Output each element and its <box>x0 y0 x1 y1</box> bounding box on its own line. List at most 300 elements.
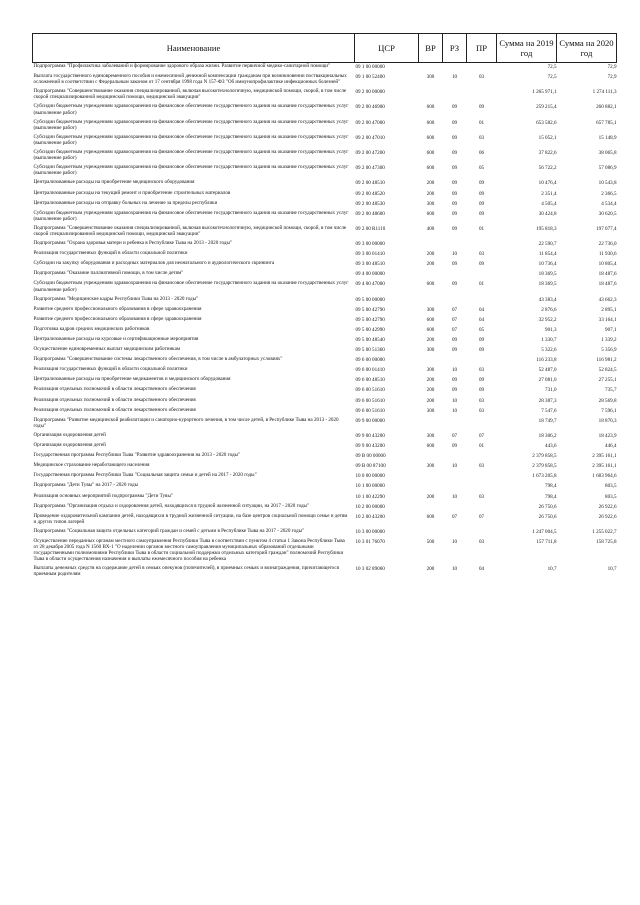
cell-sum-2019: 26 750,6 <box>538 503 557 510</box>
table-row <box>33 407 617 417</box>
cell-pr: 01 <box>478 119 485 126</box>
cell-name: Подпрограмма "Совершенствование системы лекарственного обеспечения, в том числе в амбулаторных условиях" <box>33 356 283 363</box>
cell-csr: 10 3 00 00000 <box>355 528 385 535</box>
cell-csr: 10 1 00 00000 <box>355 483 385 490</box>
cell-rz: 10 <box>451 251 458 258</box>
table-row <box>33 366 617 376</box>
cell-name: Подпрограмма "Совершенствование оказания специализированной, включая высокотехнологичную, медицинской помощи, скорой, в том числе скорой специализированной медицинской помощи, медицинской эвакуации" <box>33 224 347 237</box>
cell-vr: 300 <box>426 407 435 414</box>
cell-sum-2020: 907,1 <box>605 326 617 333</box>
cell-sum-2019: 28 387,3 <box>538 397 557 404</box>
table-row <box>33 119 617 134</box>
table-row <box>33 190 617 200</box>
table-row <box>33 565 617 580</box>
cell-pr: 03 <box>478 367 485 374</box>
cell-sum-2019: 72,5 <box>547 64 557 70</box>
cell-vr: 200 <box>426 377 435 384</box>
cell-csr: 09 2 00 48510 <box>355 180 385 187</box>
cell-name: Реализация государственных функций в области социальной политики <box>33 250 188 257</box>
header-sum-2020: Сумма на 2020 год <box>557 34 617 63</box>
cell-csr: 09 4 00 47000 <box>355 281 385 288</box>
cell-rz: 07 <box>451 513 458 520</box>
table-row <box>33 270 617 280</box>
cell-csr: 09 2 00 R1110 <box>355 225 386 232</box>
cell-csr: 09 3 00 00000 <box>355 241 385 248</box>
cell-name: Субсидии бюджетным учреждениям здравоохранения на финансовое обеспечение государственного задания на оказание государственных услуг (выполнение работ) <box>33 164 349 177</box>
cell-rz: 09 <box>451 180 458 187</box>
cell-sum-2020: 30 620,5 <box>598 210 617 217</box>
cell-csr: 09 1 00 52400 <box>355 74 385 81</box>
cell-pr <box>467 356 497 366</box>
cell-csr: 09 6 00 00000 <box>355 357 385 364</box>
cell-sum-2020: 1 274 111,3 <box>592 89 617 96</box>
cell-name: Выплата государственного единовременного пособия и ежемесячной денежной компенсации гражданам при возникновении поствакцинальных осложнений в соответствии с Федеральным законом от 17 сентября 1998 года N 157-ФЗ "Об иммунопрофилактике инфекционных болезней" <box>33 73 347 86</box>
cell-sum-2019: 798,4 <box>545 493 557 500</box>
cell-vr <box>419 472 443 482</box>
cell-name: Субсидии бюджетным учреждениям здравоохранения на финансовое обеспечение государственного задания на оказание государственных услуг (выполнение работ) <box>33 209 349 222</box>
table-row <box>33 472 617 482</box>
cell-vr: 600 <box>426 210 435 217</box>
cell-pr: 03 <box>478 134 485 141</box>
cell-sum-2020: 18 870,3 <box>598 417 617 424</box>
cell-csr: 09 2 00 47000 <box>355 119 385 126</box>
cell-rz <box>443 452 467 462</box>
cell-name: Централизованные расходы на текущий ремонт и приобретение строительных материалов <box>33 189 231 196</box>
cell-sum-2020: 72,9 <box>607 64 617 70</box>
cell-csr: 09 В 00 87100 <box>355 463 386 470</box>
cell-rz <box>443 88 467 103</box>
cell-sum-2020: 18 487,6 <box>598 281 617 288</box>
cell-csr: 10 2 00 43200 <box>355 513 385 520</box>
cell-rz <box>443 240 467 250</box>
cell-vr: 300 <box>426 432 435 439</box>
cell-pr: 09 <box>478 180 485 187</box>
cell-pr: 03 <box>478 463 485 470</box>
cell-csr: 09 5 00 00000 <box>355 296 385 303</box>
cell-vr: 600 <box>426 104 435 111</box>
cell-vr: 200 <box>426 493 435 500</box>
table-row <box>33 346 617 356</box>
cell-name: Осуществление единовременных выплат медицинским работникам <box>33 346 181 353</box>
table-header-row <box>33 34 617 63</box>
cell-csr: 09 6 00 48510 <box>355 377 385 384</box>
cell-vr: 200 <box>426 387 435 394</box>
cell-sum-2019: 2 351,4 <box>541 190 557 197</box>
cell-pr: 09 <box>478 210 485 217</box>
cell-vr: 300 <box>426 200 435 207</box>
cell-sum-2019: 731,0 <box>545 387 557 394</box>
cell-csr: 09 9 00 43200 <box>355 432 385 439</box>
cell-sum-2020: 803,5 <box>605 483 617 490</box>
cell-pr: 03 <box>478 538 485 545</box>
cell-name: Реализация государственных функций в области социальной политики <box>33 366 188 373</box>
table-row <box>33 250 617 260</box>
cell-pr: 01 <box>478 281 485 288</box>
cell-pr <box>467 417 497 432</box>
cell-sum-2019: 1 247 004,5 <box>532 528 557 535</box>
cell-csr: 09 В 00 00000 <box>355 453 386 460</box>
cell-sum-2020: 18 487,6 <box>598 271 617 278</box>
cell-pr <box>467 472 497 482</box>
cell-rz <box>443 63 467 74</box>
cell-rz: 09 <box>451 200 458 207</box>
cell-vr: 400 <box>426 225 435 232</box>
cell-sum-2020: 18 423,9 <box>598 432 617 439</box>
table-row <box>33 528 617 538</box>
cell-name: Субсидии бюджетным учреждениям здравоохранения на финансовое обеспечение государственного задания на оказание государственных услуг (выполнение работ) <box>33 118 349 131</box>
cell-name: Государственная программа Республики Тыва "Развитие здравоохранения на 2013 - 2020 годы" <box>33 452 241 459</box>
cell-name: Субсидии бюджетным учреждениям здравоохранения на финансовое обеспечение государственного задания на оказание государственных услуг (выполнение работ) <box>33 280 349 293</box>
cell-sum-2020: 735,7 <box>605 387 617 394</box>
cell-sum-2020: 2 395 161,1 <box>592 453 617 460</box>
cell-sum-2020: 10 805,4 <box>598 261 617 268</box>
cell-vr: 200 <box>426 251 435 258</box>
cell-name: Подпрограмма "Развитие медицинской реабилитации и санаторно-курортного лечения, в том числе детей, в Республике Тыва на 2013 - 2020 годы" <box>33 416 339 429</box>
cell-sum-2020: 1 339,2 <box>601 337 617 343</box>
cell-name: Реализация основных мероприятий подпрограммы "Дети Тувы" <box>33 492 173 499</box>
cell-vr: 600 <box>426 316 435 323</box>
cell-rz: 09 <box>451 210 458 217</box>
table-row <box>33 103 617 118</box>
cell-rz: 10 <box>451 566 458 573</box>
cell-sum-2019: 195 818,3 <box>536 225 557 232</box>
cell-name: Централизованные расходы на курсовые и сертификационные мероприятия <box>33 336 199 342</box>
cell-sum-2020: 7 596,1 <box>601 407 617 414</box>
cell-rz <box>443 356 467 366</box>
cell-csr: 09 2 00 47200 <box>355 150 385 157</box>
cell-vr: 600 <box>426 326 435 333</box>
cell-name: Централизованные расходы на отправку больных на лечение за пределы республики <box>33 199 218 206</box>
cell-sum-2019: 7 547,6 <box>541 407 557 414</box>
cell-name: Субсидии бюджетным учреждениям здравоохранения на финансовое обеспечение государственного задания на оказание государственных услуг (выполнение работ) <box>33 149 349 162</box>
cell-name: Подпрограмма "Оказание паллиативной помощи, в том числе детям" <box>33 270 184 277</box>
cell-sum-2019: 1 330,7 <box>541 337 557 343</box>
cell-csr: 09 5 00 51360 <box>355 347 385 354</box>
cell-rz: 10 <box>451 407 458 414</box>
cell-name: Медицинское страхование неработающего населения <box>33 462 150 469</box>
cell-pr <box>467 240 497 250</box>
cell-vr <box>419 270 443 280</box>
cell-pr: 07 <box>478 513 485 520</box>
table-row <box>33 306 617 316</box>
table-row <box>33 513 617 528</box>
cell-vr: 600 <box>426 165 435 172</box>
cell-sum-2019: 15 052,1 <box>538 134 557 141</box>
cell-sum-2019: 30 424,8 <box>538 210 557 217</box>
cell-sum-2019: 259 215,4 <box>536 104 557 111</box>
cell-sum-2019: 22 590,7 <box>538 241 557 248</box>
cell-pr: 04 <box>478 566 485 573</box>
cell-sum-2019: 116 233,8 <box>536 357 557 364</box>
cell-name: Подпрограмма "Охрана здоровья матери и ребенка в Республике Тыва на 2013 - 2020 годы" <box>33 240 232 247</box>
cell-csr: 09 2 00 48530 <box>355 200 385 207</box>
cell-rz: 09 <box>451 104 458 111</box>
cell-rz: 09 <box>451 443 458 450</box>
cell-sum-2019: 2 876,6 <box>541 306 557 313</box>
cell-rz <box>443 472 467 482</box>
cell-sum-2020: 197 077,4 <box>596 225 617 232</box>
cell-name: Субсидии бюджетным учреждениям здравоохранения на финансовое обеспечение государственного задания на оказание государственных услуг (выполнение работ) <box>33 103 349 116</box>
cell-name: Централизованные расходы на приобретение медикаментов и медицинского оборудования <box>33 376 231 383</box>
cell-rz: 10 <box>451 538 458 545</box>
table-row <box>33 397 617 407</box>
cell-rz: 09 <box>451 261 458 268</box>
cell-name: Организация оздоровления детей <box>33 431 106 438</box>
cell-rz: 10 <box>451 493 458 500</box>
cell-pr: 09 <box>478 347 485 354</box>
cell-csr: 09 9 00 00000 <box>355 417 385 424</box>
cell-sum-2020: 22 736,0 <box>598 241 617 248</box>
cell-sum-2020: 260 882,1 <box>596 104 617 111</box>
cell-rz <box>443 296 467 306</box>
cell-vr: 200 <box>426 190 435 197</box>
table-body <box>33 63 617 581</box>
table-row <box>33 225 617 240</box>
cell-rz: 07 <box>451 316 458 323</box>
table-row <box>33 200 617 210</box>
cell-pr <box>467 452 497 462</box>
cell-csr: 09 6 00 51610 <box>355 407 385 414</box>
cell-pr: 09 <box>478 387 485 394</box>
cell-csr: 10 2 00 00000 <box>355 503 385 510</box>
cell-sum-2019: 10 476,4 <box>538 180 557 187</box>
table-row <box>33 88 617 103</box>
cell-vr: 300 <box>426 306 435 313</box>
header-rz: РЗ <box>443 34 467 63</box>
cell-csr: 09 5 00 42790 <box>355 316 385 323</box>
cell-rz <box>443 503 467 513</box>
cell-vr <box>419 356 443 366</box>
cell-vr: 300 <box>426 367 435 374</box>
cell-sum-2019: 2 379 858,5 <box>532 463 557 470</box>
cell-sum-2020: 2 395 161,1 <box>592 463 617 470</box>
cell-sum-2020: 803,5 <box>605 493 617 500</box>
cell-sum-2020: 28 569,8 <box>598 397 617 404</box>
cell-csr: 09 2 00 48600 <box>355 210 385 217</box>
cell-rz: 09 <box>451 150 458 157</box>
cell-pr: 09 <box>478 190 485 197</box>
table-row <box>33 280 617 295</box>
cell-vr <box>419 417 443 432</box>
cell-csr: 09 6 00 01410 <box>355 367 385 374</box>
cell-vr: 300 <box>426 463 435 470</box>
cell-sum-2019: 32 952,2 <box>538 316 557 323</box>
cell-sum-2020: 26 922,6 <box>598 503 617 510</box>
cell-csr: 09 2 00 48520 <box>355 190 385 197</box>
cell-rz: 10 <box>451 367 458 374</box>
cell-vr: 600 <box>426 134 435 141</box>
cell-sum-2020: 72,9 <box>607 74 617 81</box>
cell-rz: 07 <box>451 306 458 313</box>
cell-csr: 10 3 01 76070 <box>355 538 385 545</box>
cell-sum-2020: 657 785,1 <box>596 119 617 126</box>
budget-table <box>32 33 617 581</box>
header-name: Наименование <box>33 34 355 63</box>
cell-pr: 05 <box>478 326 485 333</box>
cell-name: Подготовка кадров средних медицинских работников <box>33 325 150 332</box>
cell-csr: 09 5 00 42990 <box>355 326 385 333</box>
cell-rz: 09 <box>451 281 458 288</box>
table-row <box>33 296 617 306</box>
cell-rz: 07 <box>451 432 458 439</box>
cell-pr <box>467 296 497 306</box>
cell-rz: 09 <box>451 347 458 354</box>
table-row <box>33 149 617 164</box>
cell-pr: 01 <box>478 225 485 232</box>
cell-sum-2020: 1 255 022,7 <box>592 528 617 535</box>
cell-sum-2019: 443,6 <box>545 443 557 450</box>
cell-rz <box>443 417 467 432</box>
cell-pr: 05 <box>478 165 485 172</box>
cell-sum-2020: 15 148,9 <box>598 134 617 141</box>
cell-sum-2020: 2 366,5 <box>601 190 617 197</box>
cell-name: Выплаты денежных средств на содержание детей в семьях опекунов (попечителей), в приемных семьях и вознаграждения, причитающегося приемным родителям <box>33 565 339 578</box>
table-row <box>33 240 617 250</box>
table-row <box>33 134 617 149</box>
cell-sum-2020: 158 725,8 <box>596 538 617 545</box>
cell-rz: 09 <box>451 387 458 394</box>
cell-csr: 09 5 00 42790 <box>355 306 385 313</box>
cell-pr: 03 <box>478 493 485 500</box>
cell-vr <box>419 88 443 103</box>
cell-sum-2019: 52 487,0 <box>538 367 557 374</box>
cell-csr: 10 3 02 89060 <box>355 566 385 573</box>
cell-sum-2020: 57 086,9 <box>598 165 617 172</box>
cell-name: Развитие среднего профессионального образования в сфере здравоохранения <box>33 305 202 312</box>
cell-sum-2019: 37 822,6 <box>538 150 557 157</box>
table-row <box>33 164 617 179</box>
cell-vr: 600 <box>426 150 435 157</box>
table-row <box>33 356 617 366</box>
cell-csr: 09 4 00 00000 <box>355 271 385 278</box>
cell-pr: 04 <box>478 316 485 323</box>
cell-sum-2019: 43 383,4 <box>538 296 557 303</box>
cell-name: Осуществление переданных органам местного самоуправления Республики Тыва в соответствии с пунктом 4 статьи 1 Закона Республики Тыва от 28 декабря 2005 года N 1560 ВХ-1 "О наделении органов местного самоуправления муниципальных образований отдельными государственными полномочиями Республики Тыва в области социальной поддержки отдельных категорий граждан" полномочий Республики Тыва в области осуществления назначения и выплаты ежемесячного пособия на ребенка <box>33 537 345 563</box>
header-sum-2019: Сумма на 2019 год <box>497 34 557 63</box>
cell-sum-2019: 653 582,6 <box>536 119 557 126</box>
budget-table-sheet <box>32 33 616 581</box>
cell-vr <box>419 482 443 492</box>
cell-sum-2019: 157 711,8 <box>536 538 557 545</box>
cell-pr: 04 <box>478 306 485 313</box>
cell-sum-2020: 5 356,9 <box>601 347 617 354</box>
cell-pr: 07 <box>478 432 485 439</box>
cell-sum-2020: 26 922,6 <box>598 513 617 520</box>
cell-vr <box>419 528 443 538</box>
cell-name: Развитие среднего профессионального образования в сфере здравоохранения <box>33 315 202 322</box>
cell-pr <box>467 482 497 492</box>
cell-pr: 09 <box>478 200 485 207</box>
cell-name: Централизованные расходы на приобретение медицинского оборудования <box>33 179 195 186</box>
cell-name: Подпрограмма "Дети Тувы" на 2017 - 2020 годы <box>33 482 139 489</box>
cell-sum-2019: 4 505,4 <box>541 200 557 207</box>
cell-pr: 03 <box>478 407 485 414</box>
cell-vr <box>419 296 443 306</box>
table-row <box>33 417 617 432</box>
table-row <box>33 493 617 503</box>
cell-pr: 03 <box>478 397 485 404</box>
cell-sum-2019: 72,5 <box>547 74 557 81</box>
cell-csr: 09 2 00 00000 <box>355 89 385 96</box>
cell-sum-2020: 1 683 964,6 <box>592 473 617 480</box>
cell-pr: 09 <box>478 261 485 268</box>
cell-sum-2020: 10 543,8 <box>598 180 617 187</box>
cell-pr: 06 <box>478 150 485 157</box>
cell-vr: 200 <box>426 337 435 343</box>
table-row <box>33 452 617 462</box>
cell-rz <box>443 482 467 492</box>
cell-vr: 600 <box>426 281 435 288</box>
cell-rz: 09 <box>451 377 458 384</box>
cell-vr: 200 <box>426 566 435 573</box>
header-vr: ВР <box>419 34 443 63</box>
cell-csr: 09 1 00 00000 <box>355 64 385 70</box>
cell-csr: 09 2 00 46900 <box>355 104 385 111</box>
cell-sum-2020: 52 824,5 <box>598 367 617 374</box>
cell-csr: 09 6 00 51610 <box>355 397 385 404</box>
cell-rz: 10 <box>451 74 458 81</box>
table-row <box>33 376 617 386</box>
cell-csr: 09 9 00 43200 <box>355 443 385 450</box>
cell-csr: 10 0 00 00000 <box>355 473 385 480</box>
cell-pr <box>467 503 497 513</box>
cell-sum-2020: 33 164,1 <box>598 316 617 323</box>
cell-sum-2019: 18 369,5 <box>538 281 557 288</box>
cell-rz: 09 <box>451 190 458 197</box>
cell-sum-2020: 43 662,3 <box>598 296 617 303</box>
cell-sum-2019: 56 722,2 <box>538 165 557 172</box>
table-row <box>33 63 617 74</box>
cell-vr <box>419 63 443 74</box>
cell-sum-2019: 2 379 858,5 <box>532 453 557 460</box>
cell-sum-2020: 4 534,4 <box>601 200 617 207</box>
table-row <box>33 326 617 336</box>
cell-rz <box>443 528 467 538</box>
cell-rz: 10 <box>451 463 458 470</box>
table-row <box>33 462 617 472</box>
cell-csr: 09 6 00 51610 <box>355 387 385 394</box>
cell-pr <box>467 270 497 280</box>
cell-sum-2019: 1 265 971,1 <box>532 89 557 96</box>
cell-pr: 03 <box>478 251 485 258</box>
cell-rz: 10 <box>451 397 458 404</box>
cell-name: Реализация отдельных полномочий в области лекарственного обеспечения <box>33 406 196 413</box>
cell-sum-2019: 901,3 <box>545 326 557 333</box>
cell-name: Субсидии бюджетным учреждениям здравоохранения на финансовое обеспечение государственного задания на оказание государственных услуг (выполнение работ) <box>33 133 349 146</box>
table-row <box>33 482 617 492</box>
cell-name: Проведение оздоровительной кампании детей, находящихся в трудной жизненной ситуации, на базе центров социальной помощи семье и детям и других типов лагерей <box>33 512 348 525</box>
cell-name: Реализация отдельных полномочий в области лекарственного обеспечения <box>33 396 196 403</box>
cell-pr <box>467 63 497 74</box>
table-row <box>33 260 617 270</box>
cell-vr <box>419 503 443 513</box>
cell-sum-2019: 10,7 <box>547 566 557 573</box>
cell-pr <box>467 88 497 103</box>
cell-csr: 09 5 00 48540 <box>355 337 385 343</box>
cell-sum-2019: 1 673 205,8 <box>532 473 557 480</box>
cell-vr: 600 <box>426 119 435 126</box>
cell-sum-2019: 18 306,2 <box>538 432 557 439</box>
table-row <box>33 432 617 442</box>
cell-csr: 10 1 00 42290 <box>355 493 385 500</box>
cell-rz: 09 <box>451 337 458 343</box>
cell-vr: 500 <box>426 538 435 545</box>
cell-name: Подпрограмма "Социальная защита отдельных категорий граждан и семей с детьми в Республике Тыва на 2017 - 2020 годы" <box>33 527 305 534</box>
table-row <box>33 210 617 225</box>
table-row <box>33 179 617 189</box>
cell-vr <box>419 240 443 250</box>
cell-pr <box>467 528 497 538</box>
